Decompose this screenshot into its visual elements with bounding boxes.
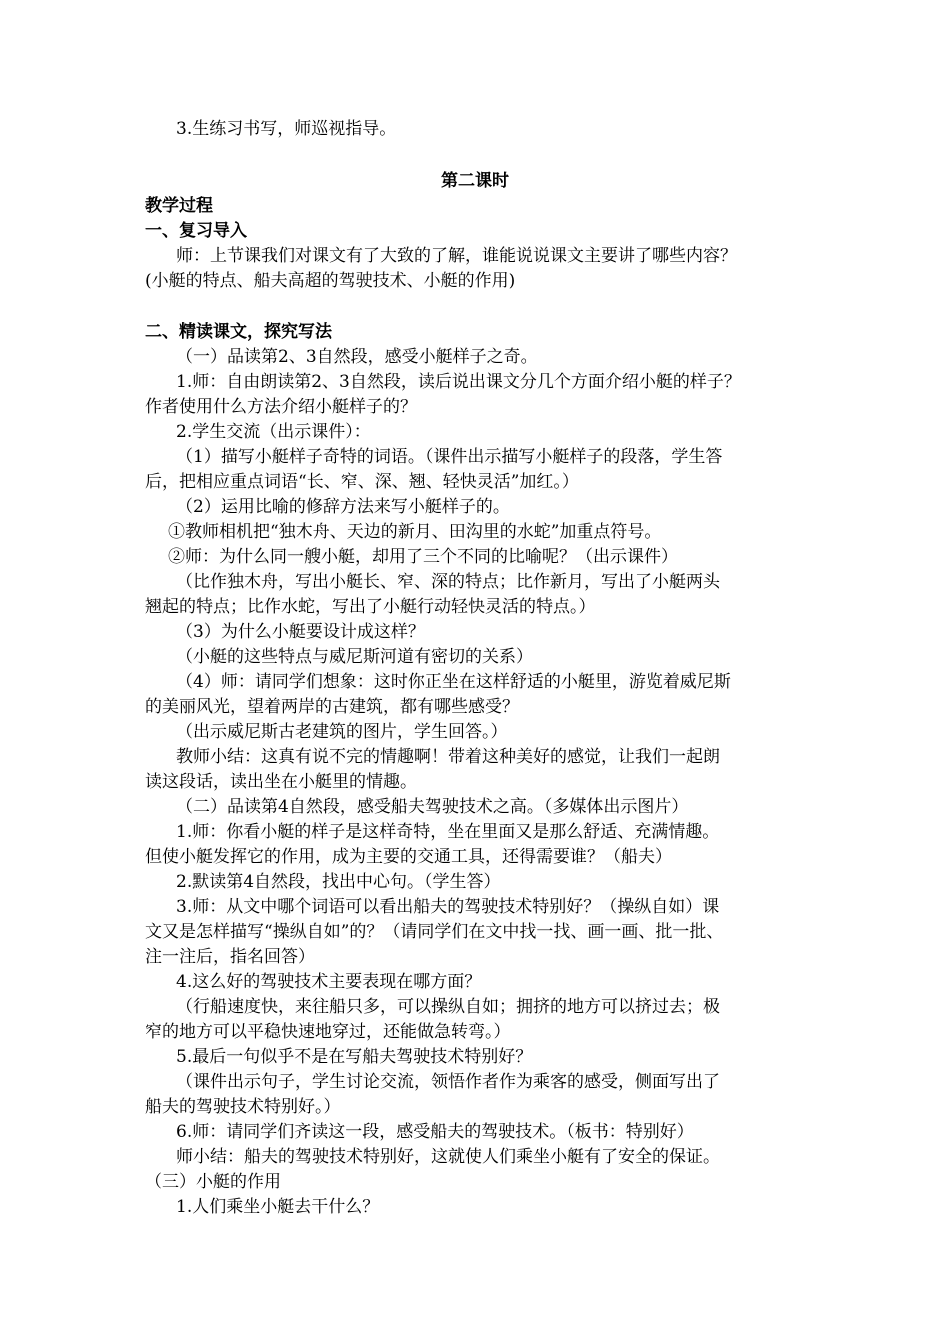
section-heading: 一、复习导入 [145,221,247,241]
text-line: 1.人们乘坐小艇去干什么？ [176,1197,380,1217]
text-line: （小艇的这些特点与威尼斯河道有密切的关系） [176,647,533,667]
text-line: 3.生练习书写，师巡视指导。 [176,119,397,139]
text-line: 1.师：自由朗读第2、3自然段，读后说出课文分几个方面介绍小艇的样子？ [176,372,741,392]
text-line: 1.师：你看小艇的样子是这样奇特，坐在里面又是那么舒适、充满情趣。 [176,822,720,842]
text-line: 2.学生交流（出示课件）： [176,422,371,442]
text-line: ②师：为什么同一艘小艇，却用了三个不同的比喻呢？（出示课件） [168,547,678,567]
text-line: 窄的地方可以平稳快速地穿过，还能做急转弯。） [145,1022,511,1042]
text-line: （3）为什么小艇要设计成这样？ [176,622,425,642]
text-line: （2）运用比喻的修辞方法来写小艇样子的。 [176,497,510,517]
text-line: （行船速度快，来往船只多，可以操纵自如；拥挤的地方可以挤过去；极 [176,997,720,1017]
lesson-title: 第二课时 [441,171,509,191]
text-line: （1）描写小艇样子奇特的词语。（课件出示描写小艇样子的段落，学生答 [176,447,723,467]
text-line: （课件出示句子，学生讨论交流，领悟作者作为乘客的感受，侧面写出了 [176,1072,720,1092]
text-line: 翘起的特点；比作水蛇，写出了小艇行动轻快灵活的特点。） [145,597,596,617]
text-line: 师小结：船夫的驾驶技术特别好，这就使人们乘坐小艇有了安全的保证。 [176,1147,720,1167]
text-line: 4.这么好的驾驶技术主要表现在哪方面？ [176,972,482,992]
text-line: (小艇的特点、船夫高超的驾驶技术、小艇的作用) [145,271,516,291]
text-line: 教师小结：这真有说不完的情趣啊！带着这种美好的感觉，让我们一起朗 [176,747,720,767]
text-line: （出示威尼斯古老建筑的图片，学生回答。） [176,722,508,742]
section-heading: 教学过程 [145,196,213,216]
text-line: 6.师：请同学们齐读这一段，感受船夫的驾驶技术。（板书：特别好） [176,1122,694,1142]
text-line: 5.最后一句似乎不是在写船夫驾驶技术特别好？ [176,1047,533,1067]
text-line: ①教师相机把“独木舟、天边的新月、田沟里的水蛇”加重点符号。 [168,522,662,542]
text-line: （一）品读第2、3自然段，感受小艇样子之奇。 [176,347,538,367]
text-line: （三）小艇的作用 [145,1172,281,1192]
section-heading: 二、精读课文，探究写法 [145,322,332,342]
text-line: （二）品读第4自然段，感受船夫驾驶技术之高。（多媒体出示图片） [176,797,689,817]
text-line: 3.师：从文中哪个词语可以看出船夫的驾驶技术特别好？（操纵自如）课 [176,897,720,917]
text-line: 后，把相应重点词语“长、窄、深、翘、轻快灵活”加红。） [145,472,579,492]
text-line: 读这段话，读出坐在小艇里的情趣。 [145,772,417,792]
text-line: 船夫的驾驶技术特别好。） [145,1097,341,1117]
text-line: 注一注后，指名回答） [145,947,315,967]
text-line: 的美丽风光，望着两岸的古建筑，都有哪些感受？ [145,697,519,717]
text-line: （比作独木舟，写出小艇长、窄、深的特点；比作新月，写出了小艇两头 [176,572,720,592]
text-line: 文又是怎样描写“操纵自如”的？（请同学们在文中找一找、画一画、批一批、 [145,922,724,942]
text-line: 师：上节课我们对课文有了大致的了解，谁能说说课文主要讲了哪些内容？ [176,246,737,266]
text-line: （4）师：请同学们想象：这时你正坐在这样舒适的小艇里，游览着威尼斯 [176,672,731,692]
text-line: 作者使用什么方法介绍小艇样子的？ [145,397,417,417]
text-line: 但使小艇发挥它的作用，成为主要的交通工具，还得需要谁？（船夫） [145,847,672,867]
text-line: 2.默读第4自然段，找出中心句。（学生答） [176,872,501,892]
